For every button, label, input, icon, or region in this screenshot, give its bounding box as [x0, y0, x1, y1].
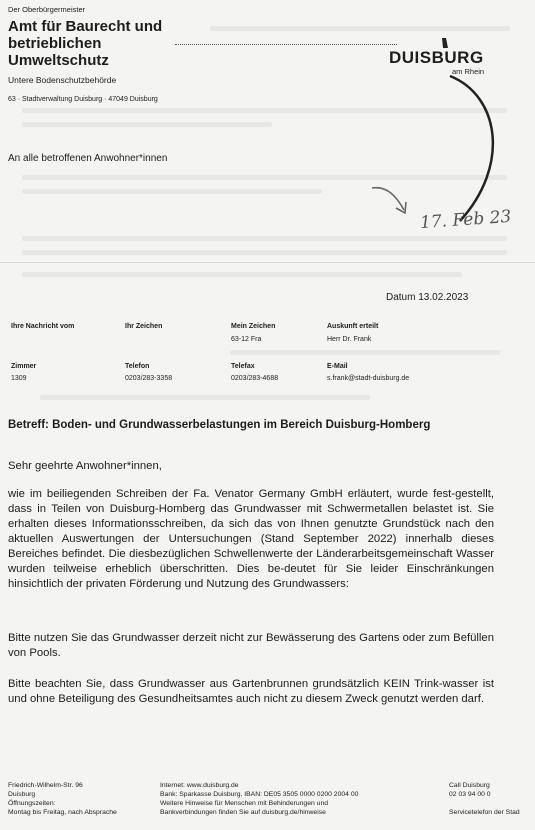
letter-date: Datum 13.02.2023 [386, 292, 469, 303]
ref-label-my-reference: Mein Zeichen [231, 323, 276, 330]
ref-value-room: 1309 [11, 375, 27, 382]
ref-label-email: E-Mail [327, 363, 348, 370]
mayor-line: Der Oberbürgermeister [8, 5, 86, 14]
footer-text: Weitere Hinweise für Menschen mit Behinderungen und [160, 800, 329, 807]
ref-value-phone: 0203/283-3358 [125, 375, 173, 382]
ref-value-my-reference: 63-12 Fra [231, 336, 262, 343]
handwritten-date: 17. Feb 23 [419, 206, 512, 234]
show-through-line [22, 272, 462, 277]
ref-label-phone: Telefon [125, 363, 150, 370]
body-paragraph: Bitte nutzen Sie das Grundwasser derzeit nicht zur Bewässerung des Gartens oder zum Befüllen von Pools. [8, 632, 494, 659]
ref-value-contact: Herr Dr. Frank [327, 336, 372, 343]
show-through-line [210, 26, 510, 31]
ref-label-contact: Auskunft erteilt [327, 323, 379, 330]
show-through-line [22, 122, 272, 127]
ref-value-fax: 0203/283-4688 [231, 375, 279, 382]
footer-text [449, 799, 520, 808]
city-logo-wordmark: DUISBURG [389, 48, 484, 67]
show-through-line [22, 189, 322, 194]
body-paragraph: wie im beiliegenden Schreiben der Fa. Venator Germany GmbH erläutert, wurde fest-gestellt, dass in Teilen von Duisburg-Homberg das Grundwasser mit Schwermetallen belastet ist. Sie erhalten dieses Informationsschreiben, da sich das von Ihnen genutzte Grundstück nach den aktuellen Auswertungen der Untersuchungen (Stand September 2022) innerhalb dieses Bereiches befindet. Die diesbezüglichen Schwellenwerte der Länderarbeitsgemeinschaft Wasser wurden teilweise erheblich überschritten. Dies be-deutet für Sie leider Einschränkungen hinsichtlich der privaten Förderung und Nutzung des Grundwassers: [8, 488, 494, 590]
footer-address [8, 781, 117, 817]
footer-text: Bankverbindungen finden Sie auf duisburg.de/hinweise [160, 809, 326, 816]
footer-call [449, 781, 520, 817]
show-through-line [22, 236, 507, 241]
ref-label-your-message: Ihre Nachricht vom [11, 323, 75, 330]
footer-text: Servicetelefon der Stad [449, 809, 520, 816]
ref-label-room: Zimmer [11, 363, 37, 370]
dotted-leader [175, 44, 397, 45]
footer-text: 02 03 94 00 0 [449, 791, 491, 798]
recipient: An alle betroffenen Anwohner*innen [8, 153, 168, 164]
return-address: 63 · Stadtverwaltung Duisburg · 47049 Duisburg [8, 96, 158, 103]
city-logo-subtitle: am Rhein [452, 67, 485, 76]
show-through-line [230, 350, 500, 355]
ref-label-fax: Telefax [231, 363, 255, 370]
body-paragraph: Bitte beachten Sie, dass Grundwasser aus Gartenbrunnen grundsätzlich KEIN Trink-wasser ist und ohne Beteiligung des Gesundheitsamtes auch nicht zu diesem Zweck genutzt werden darf. [8, 678, 494, 705]
paper-fold [0, 262, 535, 263]
office-title-line2: betrieblichen Umweltschutz [8, 35, 109, 69]
footer-text: Bank: Sparkasse Duisburg, IBAN: DE05 3505 0000 0200 2004 00 [160, 791, 359, 798]
department-line: Untere Bodenschutzbehörde [8, 75, 117, 85]
handwritten-arrow-icon [370, 182, 420, 222]
subject-line: Betreff: Boden- und Grundwasserbelastungen im Bereich Duisburg-Homberg [8, 419, 431, 431]
footer-text: Montag bis Freitag, nach Absprache [8, 809, 117, 816]
show-through-line [22, 250, 507, 255]
ref-value-email: s.frank@stadt-duisburg.de [327, 375, 410, 382]
show-through-line [40, 395, 370, 400]
footer-website-link[interactable]: Internet: www.duisburg.de [160, 782, 239, 789]
footer-text: Duisburg [8, 791, 36, 798]
office-title-line1: Amt für Baurecht und [8, 18, 163, 35]
salutation: Sehr geehrte Anwohner*innen, [8, 460, 162, 472]
footer-text: Friedrich-Wilhelm-Str. 96 [8, 782, 83, 789]
footer-text: Call Duisburg [449, 782, 490, 789]
ref-label-your-reference: Ihr Zeichen [125, 323, 163, 330]
office-title [8, 18, 178, 69]
footer-text: Öffnungszeiten: [8, 800, 56, 807]
footer-web-bank [160, 781, 358, 817]
